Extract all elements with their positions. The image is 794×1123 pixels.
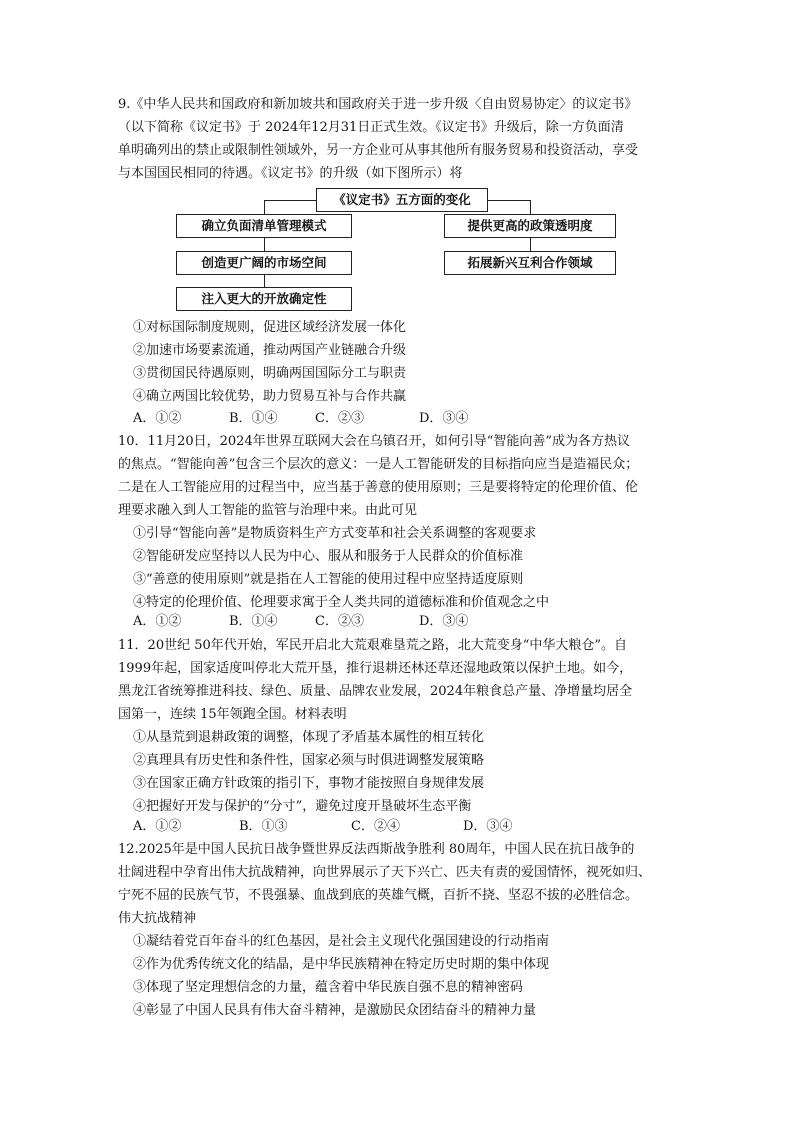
diagram-connector [530,238,531,252]
q12-option: ④彰显了中国人民具有伟大奋斗精神，是激励民众团结奋斗的精神力量 [133,1003,537,1018]
q10-option: ①引导“智能向善”是物质资料生产方式变革和社会关系调整的客观要求 [133,526,537,541]
diagram-connector [264,200,316,201]
q10-option: ④特定的伦理价值、伦理要求寓于全人类共同的道德标准和价值观念之中 [133,595,550,610]
q9-option: ④确立两国比较优势，助力贸易互补与合作共赢 [133,389,407,404]
q11-stem-line: 11．20世纪 50年代开始，军民开启北大荒艰难垦荒之路，北大荒变身“中华大粮仓”。自 [118,638,628,653]
diagram-title-box: 《议定书》五方面的变化 [316,188,488,212]
q12-option: ①凝结着党百年奋斗的红色基因，是社会主义现代化强国建设的行动指南 [133,934,550,949]
q12-stem-line: 伟大抗战精神 [118,911,197,926]
q9-stem-line: 9.《中华人民共和国政府和新加坡共和国政府关于进一步升级〈自由贸易协定〉的议定书》 [118,97,638,112]
q10-stem-line: 的焦点。“智能向善”包含三个层次的意义：一是人工智能研发的目标指向应当是造福民众； [118,457,639,472]
q9-stem-line: （以下简称《议定书》于 2024年12月31日正式生效。《议定书》升级后，除一方负面清 [118,120,624,135]
diagram-connector [264,274,265,288]
q12-stem-line: 壮阔进程中孕育出伟大抗战精神，向世界展示了天下兴亡、匹夫有责的爱国情怀，视死如归、 [118,865,652,880]
answer-d: D．③④ [419,614,469,629]
answer-c: C．②③ [315,614,364,629]
diagram-connector [488,200,530,201]
q11-option: ②真理具有历史性和条件性，国家必须与时俱进调整发展策略 [133,753,485,768]
answer-c: C．②④ [351,819,400,834]
q11-stem-line: 国第一，连续 15年领跑全国。材料表明 [118,707,347,722]
diagram-left-box: 注入更大的开放确定性 [176,287,352,311]
answer-a: A．①② [133,819,182,834]
q10-stem-line: 二是在人工智能应用的过程当中，应当基于善意的使用原则；三是要将特定的伦理价值、伦 [118,480,639,495]
q10-answer-choices [133,612,468,632]
q9-option: ③贯彻国民待遇原则，明确两国国际分工与职责 [133,366,407,381]
q11-option: ①从垦荒到退耕政策的调整，体现了矛盾基本属性的相互转化 [133,730,485,745]
q10-stem-line: 理要求融入到人工智能的监管与治理中来。由此可见 [118,503,418,518]
q9-answer-choices [133,409,468,429]
q12-option: ③体现了坚定理想信念的力量，蕴含着中华民族自强不息的精神密码 [133,980,524,995]
answer-a: A．①② [133,614,182,629]
q11-option: ③在国家正确方针政策的指引下，事物才能按照自身规律发展 [133,776,485,791]
q12-stem-line: 12.2025年是中国人民抗日战争暨世界反法西斯战争胜利 80周年，中国人民在抗日战争的 [118,842,635,857]
answer-c: C．②③ [315,411,364,426]
diagram-right-box: 拓展新兴互利合作领域 [444,251,616,275]
diagram-left-box: 确立负面清单管理模式 [176,214,352,238]
q12-option: ②作为优秀传统文化的结晶，是中华民族精神在特定历史时期的集中体现 [133,957,550,972]
q9-option: ②加速市场要素流通，推动两国产业链融合升级 [133,343,407,358]
diagram-connector [530,200,531,214]
answer-b: B．①③ [239,819,288,834]
q10-option: ③“善意的使用原则”就是指在人工智能的使用过程中应坚持适度原则 [133,572,524,587]
q9-stem-line: 单明确列出的禁止或限制性领域外，另一方企业可从事其他所有服务贸易和投资活动，享受 [118,143,639,158]
diagram-connector [264,238,265,252]
q10-option: ②智能研发应坚持以人民为中心、服从和服务于人民群众的价值标准 [133,549,524,564]
q10-stem-line: 10．11月20日，2024年世界互联网大会在乌镇召开，如何引导“智能向善”成为各方热议 [118,434,631,449]
answer-b: B．①④ [229,614,278,629]
answer-b: B．①④ [229,411,278,426]
q11-stem-line: 1999年起，国家适度叫停北大荒开垦，推行退耕还林还草还湿地政策以保护土地。如今， [118,661,633,676]
q12-stem-line: 宁死不屈的民族气节，不畏强暴、血战到底的英雄气概，百折不挠、坚忍不拔的必胜信念。 [118,888,639,903]
answer-a: A．①② [133,411,182,426]
answer-d: D．③④ [419,411,469,426]
q11-answer-choices [133,817,512,837]
q9-option: ①对标国际制度规则，促进区域经济发展一体化 [133,320,407,335]
diagram-left-box: 创造更广阔的市场空间 [176,251,352,275]
diagram-right-box: 提供更高的政策透明度 [444,214,616,238]
q9-stem-line: 与本国国民相同的待遇。《议定书》的升级（如下图所示）将 [118,166,463,181]
answer-d: D．③④ [463,819,513,834]
q11-stem-line: 黑龙江省统筹推进科技、绿色、质量、品牌农业发展，2024年粮食总产量、净增量均居全 [118,684,633,699]
diagram-connector [264,200,265,214]
q11-option: ④把握好开发与保护的“分寸”，避免过度开垦破坏生态平衡 [133,799,472,814]
